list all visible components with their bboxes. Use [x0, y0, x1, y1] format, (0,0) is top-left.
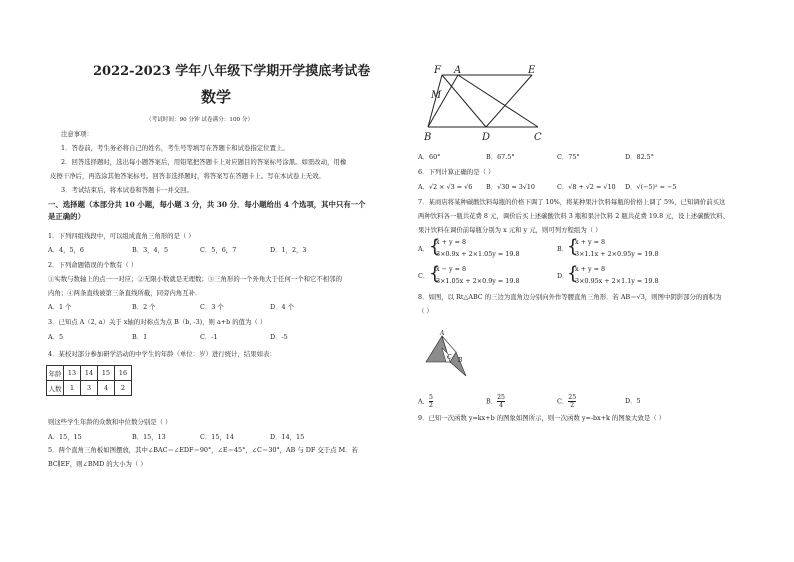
q5-option-a: A．60° [418, 153, 441, 161]
q7-d-eq2: 3×0.95x + 2×1.1y = 19.8 [575, 277, 659, 285]
numerator: 5 [429, 394, 433, 401]
q7-line2: 两种饮料各一瓶共花费 8 元，调价后买上述碳酸饮料 3 瓶和果汁饮料 2 瓶共花费 19.8 元，设上述碳酸饮料、 [418, 212, 730, 220]
q8-line2: （ ） [418, 307, 433, 315]
table-cell: 4 [98, 381, 115, 396]
note-2a: 2．回答选择题时，选出每小题答案后，用铅笔把答题卡上对应题目的答案标号涂黑。如需改动，用橡 [61, 158, 347, 166]
q2-line1: ①实数与数轴上的点一一对应；②无限小数就是无理数；③三角形的一个外角大于任何一个和它不相邻的 [48, 275, 342, 283]
fraction [568, 394, 576, 409]
label-A: A [440, 330, 445, 337]
q5-line1: 5．两个直角三角板如图摆放，其中∠BAC＝∠EDF＝90°，∠E＝45°，∠C＝30°，AB 与 DF 交于点 M．若 [48, 446, 358, 454]
q7-b-eq1: x + y = 8 [575, 238, 606, 246]
q7-line1: 7．某商店将某种碳酸饮料每瓶的价格下调了 10%，将某种果汁饮料每瓶的价格上调了 5%，已知调价前买这 [418, 198, 726, 206]
q2-line2: 内角；④两条直线被第三条直线所截，同旁内角互补． [48, 289, 202, 297]
note-2b: 皮擦干净后，再选涂其他答案标号。回答非选择题时，将答案写在答题卡上。写在本试卷上无效。 [50, 172, 325, 180]
q3-option-b: B．1 [132, 333, 148, 341]
q8-option-a-label: A． [418, 397, 430, 406]
label-B: B [458, 357, 463, 364]
q4-option-d: D．14，15 [270, 433, 305, 441]
fraction [429, 394, 433, 409]
q7-option-a: A． [418, 245, 430, 253]
brace-icon: { [429, 263, 441, 284]
denominator: 2 [570, 402, 575, 409]
q2-option-d: D．4 个 [270, 303, 295, 311]
q5-option-d: D．82.5° [625, 153, 654, 161]
table-cell: 3 [81, 381, 98, 396]
table-row [47, 381, 132, 396]
q7-option-d: D． [557, 272, 569, 280]
q1-option-b: B．3，4，5 [132, 246, 169, 254]
label-D: D [482, 132, 491, 143]
q5-figure [420, 62, 555, 144]
exam-info: （考试时间：90 分钟 试卷满分：100 分） [146, 117, 254, 123]
q6-option-c: C．√8 + √2 = √10 [557, 183, 616, 191]
table-cell: 15 [98, 366, 115, 381]
q6-stem: 6．下列计算正确的是（ ） [418, 168, 495, 176]
brace-icon: { [567, 236, 579, 257]
note-3: 3．考试结束后，将本试卷和答题卡一并交回。 [61, 186, 193, 194]
q7-b-eq2: 3×1.1x + 2×0.95y = 19.8 [575, 250, 659, 258]
section-heading-line1: 一、选择题（本部分共 10 小题，每小题 3 分，共 30 分．每小题给出 4 个选项，其中只有一个 [48, 200, 366, 209]
q4-after: 则这些学生年龄的众数和中位数分别是（ ） [48, 418, 172, 426]
q4-option-a: A．15，15 [48, 433, 82, 441]
label-C: C [534, 132, 542, 143]
q4-stem: 4．某校对部分参加研学活动的中学生的年龄（单位：岁）进行统计，结果如表： [48, 350, 276, 358]
q7-c-eq2: 3×1.05x + 2×0.9y = 19.8 [436, 277, 520, 285]
q3-stem: 3．已知点 A（2, a）关于 x轴的对称点为点 B（b, -3)，则 a+b 的值为（ ） [48, 318, 267, 326]
q4-option-c: C．15，14 [200, 433, 234, 441]
q7-a-eq1: x + y = 8 [436, 238, 467, 246]
denominator: 2 [429, 402, 433, 409]
q7-option-b: B． [557, 245, 569, 253]
age-table [46, 365, 132, 396]
q8-figure [420, 328, 476, 380]
q8-option-b [486, 394, 505, 409]
q8-option-b-label: B． [486, 397, 498, 406]
q5-option-c: C．75° [557, 153, 580, 161]
q2-option-c: C．3 个 [200, 303, 224, 311]
subject-title: 数学 [201, 88, 232, 106]
q8-line1: 8．如图，以 Rt△ABC 的三边为直角边分别向外作等腰直角三角形．若 AB＝√3，则图中阴影部分的面积为 [418, 293, 722, 301]
q1-option-a: A．4，5，6 [48, 246, 84, 254]
q3-option-d: D．-5 [270, 333, 288, 341]
q7-a-eq2: 3×0.9x + 2×1.05y = 19.8 [436, 250, 520, 258]
label-A: A [454, 65, 462, 76]
q3-option-c: C．-1 [200, 333, 218, 341]
q6-option-a: A．√2 × √3 = √6 [418, 183, 473, 191]
exam-title: 2022-2023 学年八年级下学期开学摸底考试卷 [93, 64, 371, 79]
notes-title: 注意事项： [61, 130, 93, 138]
label-E: E [528, 65, 536, 76]
section-heading-line2: 是正确的） [48, 212, 85, 221]
q4-option-b: B．15，13 [132, 433, 166, 441]
q3-option-a: A．5 [48, 333, 64, 341]
q8-option-a [418, 394, 433, 409]
table-cell: 2 [115, 381, 132, 396]
denominator: 4 [499, 402, 503, 409]
fraction [497, 394, 505, 409]
brace-icon: { [429, 236, 441, 257]
q7-d-eq1: x + y = 8 [575, 265, 606, 273]
q5-line2: BC∥EF，则∠BMD 的大小为（ ） [48, 460, 147, 468]
q7-c-eq1: x − y = 8 [436, 265, 467, 273]
q1-option-d: D．1，2，3 [270, 246, 307, 254]
label-F: F [434, 65, 441, 76]
label-M: M [431, 90, 442, 101]
brace-icon: { [567, 263, 579, 284]
q5-option-b: B．67.5° [486, 153, 515, 161]
q8-option-c [557, 394, 576, 409]
note-1: 1．答卷前，考生务必将自己的姓名，考生号等填写在答题卡和试卷指定位置上。 [61, 144, 289, 152]
q2-option-b: B．2 个 [132, 303, 156, 311]
table-cell: 人数 [47, 381, 64, 396]
q6-option-b: B．√30 = 3√10 [486, 183, 535, 191]
table-row [47, 366, 132, 381]
table-cell: 年龄 [47, 366, 64, 381]
label-B: B [424, 132, 432, 143]
q8-option-d: D．5 [625, 397, 641, 405]
q2-stem: 2．下列命题错误的个数有（ ） [48, 261, 138, 269]
q1-stem: 1．下列四组线段中，可以组成直角三角形的是（ ） [48, 232, 195, 240]
q7-option-c: C． [418, 272, 430, 280]
numerator: 25 [497, 394, 505, 401]
q1-option-c: C．5，6，7 [200, 246, 237, 254]
table-cell: 1 [64, 381, 81, 396]
q2-option-a: A．1 个 [48, 303, 72, 311]
q8-option-c-label: C． [557, 397, 569, 406]
table-cell: 13 [64, 366, 81, 381]
table-cell: 14 [81, 366, 98, 381]
numerator: 25 [568, 394, 577, 401]
q9-stem: 9．已知一次函数 y=kx+b 的图象如图所示，则一次函数 y=-bx+k 的图象大致是（ ） [418, 414, 666, 422]
q7-line3: 果汁饮料在调价前每瓶分别为 x 元和 y 元，则可列方程组为（ ） [418, 226, 602, 234]
table-cell: 16 [115, 366, 132, 381]
q6-option-d: D．√(−5)² = −5 [625, 183, 677, 191]
label-C: C [447, 354, 452, 361]
